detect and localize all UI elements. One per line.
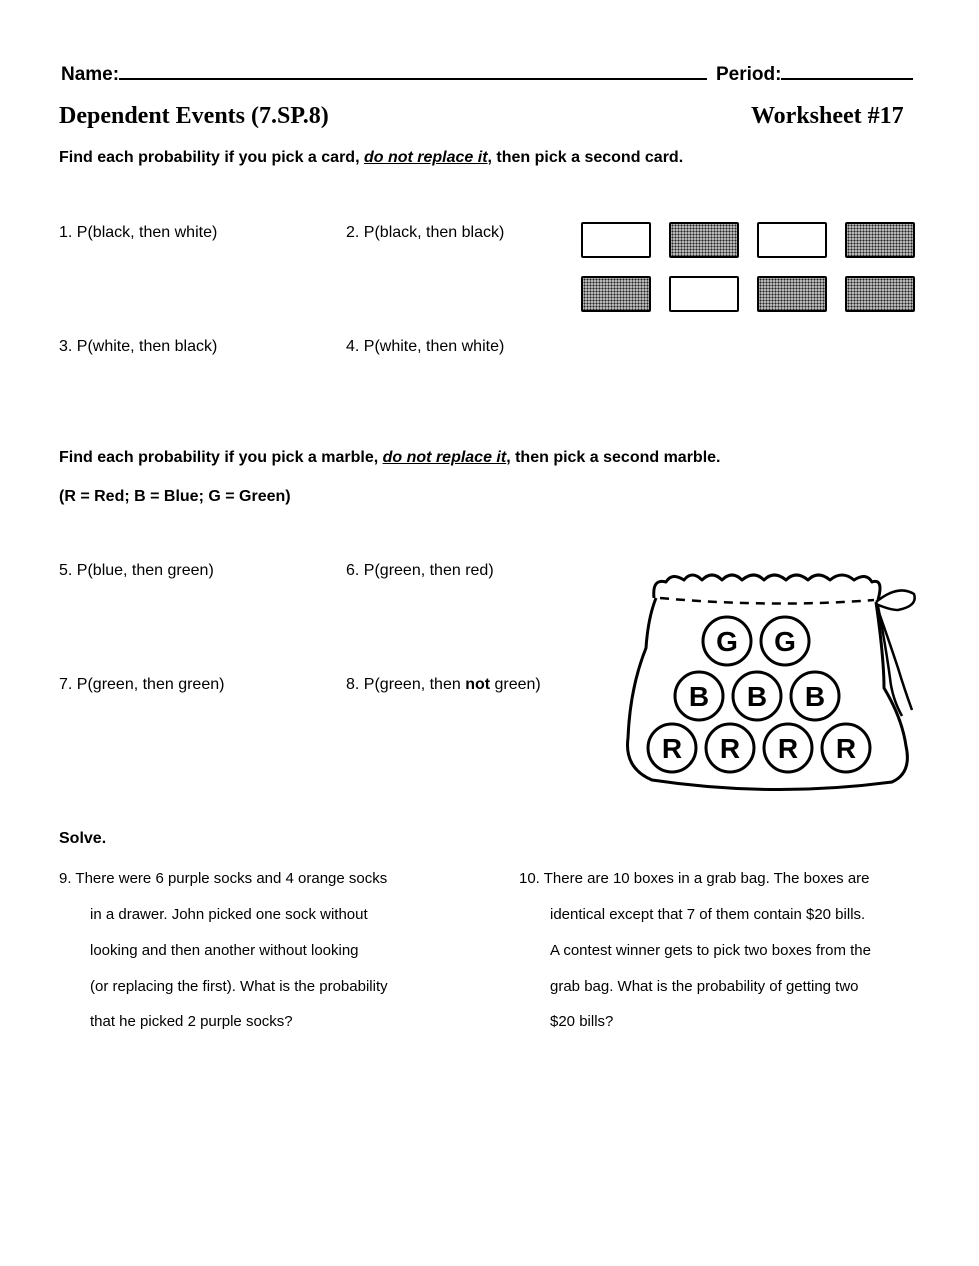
problem-10-line: 10. There are 10 boxes in a grab bag. The boxes are <box>519 870 870 887</box>
problem-4: 4. P(white, then white) <box>346 338 505 355</box>
marble-label: B <box>746 681 768 712</box>
problem-3: 3. P(white, then black) <box>59 338 218 355</box>
problem-2: 2. P(black, then black) <box>346 224 505 241</box>
instruction-emphasis: do not replace it <box>363 149 488 166</box>
bag-drawstring <box>660 598 874 604</box>
period-label: Period: <box>716 64 782 85</box>
problem-1: 1. P(black, then white) <box>59 224 218 241</box>
black-card <box>669 222 739 258</box>
card-instruction <box>59 149 683 167</box>
problem-5: 5. P(blue, then green) <box>59 562 214 579</box>
problem-10-line: $20 bills? <box>550 1013 614 1030</box>
marble-label: G <box>774 626 796 657</box>
name-blank[interactable] <box>119 62 707 80</box>
bag-bow-loop <box>876 590 915 610</box>
instruction-text: Find each probability if you pick a marble, <box>59 449 383 466</box>
problem-9-line: in a drawer. John picked one sock without <box>90 906 368 923</box>
marbles <box>648 617 870 772</box>
white-card <box>581 222 651 258</box>
problem-8 <box>346 676 541 694</box>
color-legend: (R = Red; B = Blue; G = Green) <box>59 488 291 505</box>
page-title: Dependent Events (7.SP.8) <box>59 103 329 129</box>
marble-instruction <box>59 449 721 467</box>
problem-8-text: 8. P(green, then <box>346 676 466 693</box>
problem-9-line: looking and then another without looking <box>90 942 359 959</box>
white-card <box>669 276 739 312</box>
marble-label: R <box>719 733 741 764</box>
problem-9-line: 9. There were 6 purple socks and 4 orange socks <box>59 870 388 887</box>
instruction-emphasis: do not replace it <box>382 449 507 466</box>
card-set <box>581 222 921 322</box>
white-card <box>757 222 827 258</box>
black-card <box>581 276 651 312</box>
problem-10-line: A contest winner gets to pick two boxes from the <box>550 942 871 959</box>
problem-7: 7. P(green, then green) <box>59 676 225 693</box>
marble-label: R <box>777 733 799 764</box>
marble-bag-illustration <box>622 568 922 798</box>
period-line[interactable] <box>716 62 913 86</box>
marble-label: R <box>661 733 683 764</box>
name-label: Name: <box>61 64 120 85</box>
black-card <box>845 222 915 258</box>
problem-8-text-end: green) <box>490 676 541 693</box>
instruction-text: Find each probability if you pick a card, <box>59 149 364 166</box>
problem-9-line: that he picked 2 purple socks? <box>90 1013 293 1030</box>
name-line[interactable] <box>61 62 707 86</box>
marble-label: R <box>835 733 857 764</box>
problem-6: 6. P(green, then red) <box>346 562 494 579</box>
marble-label: B <box>688 681 710 712</box>
instruction-text-end: , then pick a second marble. <box>506 449 721 466</box>
marble-label: B <box>804 681 826 712</box>
worksheet-number: Worksheet #17 <box>751 103 904 129</box>
problem-10-line: grab bag. What is the probability of getting two <box>550 978 859 995</box>
problem-8-bold: not <box>465 676 491 693</box>
solve-heading: Solve. <box>59 830 107 847</box>
problem-10-line: identical except that 7 of them contain $20 bills. <box>550 906 866 923</box>
bag-ruffle <box>654 575 880 600</box>
black-card <box>757 276 827 312</box>
black-card <box>845 276 915 312</box>
period-blank[interactable] <box>781 62 913 80</box>
problem-9-line: (or replacing the first). What is the probability <box>90 978 388 995</box>
marble-label: G <box>716 626 738 657</box>
instruction-text-end: , then pick a second card. <box>487 149 684 166</box>
